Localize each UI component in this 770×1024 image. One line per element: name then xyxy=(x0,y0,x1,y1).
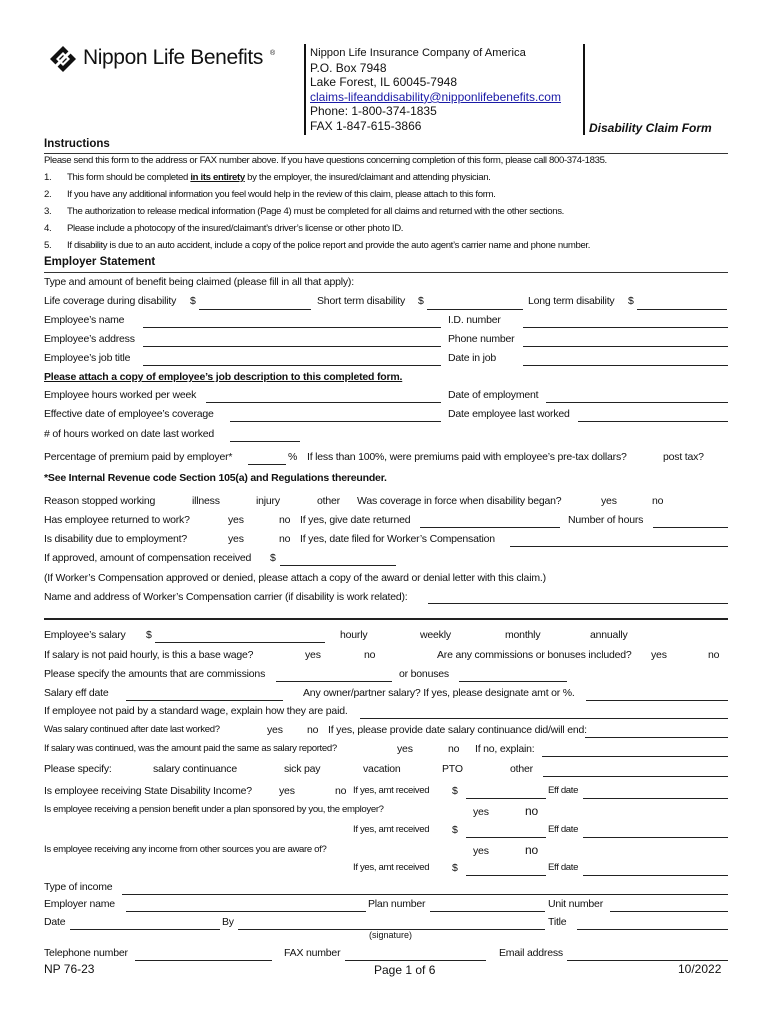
pension-question: Is employee receiving a pension benefit under a plan sponsored by you, the employer? xyxy=(44,804,384,815)
pension-amt-label: If yes, amt received xyxy=(353,824,430,835)
annually-option[interactable]: annually xyxy=(590,629,628,641)
employer-name-label: Employer name xyxy=(44,898,115,910)
vacation-option[interactable]: vacation xyxy=(363,763,401,775)
weekly-option[interactable]: weekly xyxy=(420,629,451,641)
benefit-intro: Type and amount of benefit being claimed (please fill in all that apply): xyxy=(44,276,354,288)
base-wage-question: If salary is not paid hourly, is this a base wage? xyxy=(44,649,254,661)
hours-per-week-field[interactable] xyxy=(206,402,441,403)
pension-amt-field[interactable] xyxy=(466,837,546,838)
telephone-label: Telephone number xyxy=(44,947,128,959)
dollar-sign: $ xyxy=(452,785,458,797)
instructions-heading: Instructions xyxy=(44,138,110,150)
telephone-field[interactable] xyxy=(135,960,272,961)
compensation-amount-field[interactable] xyxy=(280,565,396,566)
life-coverage-field[interactable] xyxy=(199,309,311,310)
form-title: Disability Claim Form xyxy=(589,121,712,135)
pension-eff-label: Eff date xyxy=(548,824,579,835)
owner-salary-question: Any owner/partner salary? If yes, please designate amt or %. xyxy=(303,687,575,699)
post-tax-option[interactable]: post tax? xyxy=(663,451,704,463)
reason-stopped-label: Reason stopped working xyxy=(44,495,156,507)
instruction-item-2: 2. If you have any additional information you feel would help in the review of this claim, please attach to this form. xyxy=(44,189,496,200)
claims-email-link[interactable]: claims-lifeanddisability@nipponlifebenefits.com xyxy=(310,89,561,104)
instruction-item-1: 1. This form should be completed in its entirety by the employer, the insured/claimant and attending physician. xyxy=(44,172,491,183)
dollar-sign: $ xyxy=(452,824,458,836)
phone-number-field[interactable] xyxy=(523,346,728,347)
type-income-field[interactable] xyxy=(122,894,728,895)
type-income-label: Type of income xyxy=(44,881,113,893)
explain-label: If no, explain: xyxy=(475,743,535,755)
id-number-label: I.D. number xyxy=(448,314,501,326)
commissions-question: Are any commissions or bonuses included? xyxy=(437,649,632,661)
wc-filed-label: If yes, date filed for Worker’s Compensation xyxy=(300,533,495,545)
unit-number-field[interactable] xyxy=(610,911,728,912)
other-sources-yes-option[interactable]: yes xyxy=(473,845,489,857)
effective-coverage-label: Effective date of employee’s coverage xyxy=(44,408,214,420)
employee-salary-label: Employee’s salary xyxy=(44,629,126,641)
hours-last-worked-field[interactable] xyxy=(230,441,300,442)
diamond-logo-icon xyxy=(50,46,76,72)
same-amount-no-option[interactable]: no xyxy=(448,743,460,755)
returned-no-option[interactable]: no xyxy=(279,514,291,526)
date-field[interactable] xyxy=(70,929,220,930)
other-sources-amt-label: If yes, amt received xyxy=(353,862,430,873)
company-address-block xyxy=(310,46,561,134)
compensation-amount-label: If approved, amount of compensation received xyxy=(44,552,252,564)
ltd-label: Long term disability xyxy=(528,295,615,307)
not-standard-wage-field[interactable] xyxy=(360,718,728,719)
state-disability-eff-label: Eff date xyxy=(548,785,579,796)
wc-attach-note: (If Worker’s Compensation approved or denied, please attach a copy of the award or denial letter with this claim.) xyxy=(44,572,546,584)
title-label: Title xyxy=(548,916,567,928)
employer-name-field[interactable] xyxy=(126,911,366,912)
ltd-field[interactable] xyxy=(637,309,727,310)
other-specify-option[interactable]: other xyxy=(510,763,533,775)
dollar-sign: $ xyxy=(270,552,276,564)
or-bonuses-label: or bonuses xyxy=(399,668,449,680)
state-disability-no-option[interactable]: no xyxy=(335,785,347,797)
date-label: Date xyxy=(44,916,66,928)
po-box: P.O. Box 7948 xyxy=(310,60,387,75)
state-disability-amt-field[interactable] xyxy=(466,798,546,799)
state-disability-question: Is employee receiving State Disability Income? xyxy=(44,785,252,797)
commissions-yes-option[interactable]: yes xyxy=(651,649,667,661)
email-address-field[interactable] xyxy=(567,960,728,961)
phone-line: Phone: 1-800-374-1835 xyxy=(310,104,437,119)
date-last-worked-field[interactable] xyxy=(578,421,728,422)
continuance-end-label: If yes, please provide date salary continuance did/will end: xyxy=(328,724,587,736)
unit-number-label: Unit number xyxy=(548,898,603,910)
wc-carrier-field[interactable] xyxy=(428,603,728,604)
employer-heading: Employer Statement xyxy=(44,256,156,268)
sick-pay-option[interactable]: sick pay xyxy=(284,763,321,775)
hourly-option[interactable]: hourly xyxy=(340,629,368,641)
continued-yes-option[interactable]: yes xyxy=(267,724,283,736)
fax-number-label: FAX number xyxy=(284,947,341,959)
title-field[interactable] xyxy=(577,929,728,930)
base-wage-yes-option[interactable]: yes xyxy=(305,649,321,661)
pto-option[interactable]: PTO xyxy=(442,763,463,775)
hours-last-worked-label: # of hours worked on date last worked xyxy=(44,428,215,440)
other-sources-eff-field[interactable] xyxy=(583,875,728,876)
job-title-field[interactable] xyxy=(143,365,441,366)
not-standard-wage-label: If employee not paid by a standard wage, explain how they are paid. xyxy=(44,705,348,717)
salary-eff-date-field[interactable] xyxy=(126,700,283,701)
other-option[interactable]: other xyxy=(317,495,340,507)
dollar-sign: $ xyxy=(452,862,458,874)
phone-number-label: Phone number xyxy=(448,333,515,345)
pension-no-option[interactable]: no xyxy=(525,804,538,818)
plan-number-field[interactable] xyxy=(430,911,545,912)
salary-eff-date-label: Salary eff date xyxy=(44,687,109,699)
irc-note: *See Internal Revenue code Section 105(a) and Regulations thereunder. xyxy=(44,472,387,484)
injury-option[interactable]: injury xyxy=(256,495,280,507)
state-disability-eff-field[interactable] xyxy=(583,798,728,799)
plan-number-label: Plan number xyxy=(368,898,426,910)
due-employment-yes-option[interactable]: yes xyxy=(228,533,244,545)
effective-coverage-field[interactable] xyxy=(230,421,441,422)
std-label: Short term disability xyxy=(317,295,405,307)
other-sources-eff-label: Eff date xyxy=(548,862,579,873)
signature-caption: (signature) xyxy=(369,930,413,940)
header-divider-left xyxy=(304,44,306,135)
other-sources-question: Is employee receiving any income from other sources you are aware of? xyxy=(44,844,327,855)
coverage-in-force-question: Was coverage in force when disability began? xyxy=(357,495,562,507)
fax-number-field[interactable] xyxy=(345,960,486,961)
instruction-item-4: 4. Please include a photocopy of the insured/claimant’s driver’s license or other photo ID. xyxy=(44,223,404,234)
instruction-item-3: 3. The authorization to release medical information (Page 4) must be completed for all claims and returned with the other sections. xyxy=(44,206,564,217)
instructions-intro: Please send this form to the address or FAX number above. If you have questions concerning completion of this form, please call 800-374-1835. xyxy=(44,155,607,166)
logo-text: Nippon Life Benefits xyxy=(83,46,263,69)
hours-per-week-label: Employee hours worked per week xyxy=(44,389,197,401)
form-code: NP 76-23 xyxy=(44,962,95,976)
date-returned-field[interactable] xyxy=(420,527,560,528)
illness-option[interactable]: illness xyxy=(192,495,220,507)
date-in-job-label: Date in job xyxy=(448,352,496,364)
revision-date: 10/2022 xyxy=(678,962,722,976)
employee-address-label: Employee’s address xyxy=(44,333,135,345)
dollar-sign: $ xyxy=(418,295,424,307)
pretax-question: If less than 100%, were premiums paid with employee’s pre-tax dollars? xyxy=(307,451,627,463)
date-last-worked-label: Date employee last worked xyxy=(448,408,570,420)
logo-trademark: ® xyxy=(270,50,276,57)
commissions-amount-field[interactable] xyxy=(276,681,392,682)
owner-salary-field[interactable] xyxy=(586,700,728,701)
dollar-sign: $ xyxy=(190,295,196,307)
email-address-label: Email address xyxy=(499,947,563,959)
std-field[interactable] xyxy=(427,309,523,310)
coverage-no-option[interactable]: no xyxy=(652,495,664,507)
explain-field[interactable] xyxy=(542,756,728,757)
fax-line: FAX 1-847-615-3866 xyxy=(310,118,422,133)
premium-percent-field[interactable] xyxy=(248,464,286,465)
coverage-yes-option[interactable]: yes xyxy=(601,495,617,507)
employee-salary-field[interactable] xyxy=(155,642,325,643)
salary-continued-question: Was salary continued after date last worked? xyxy=(44,724,220,735)
specify-commissions-label: Please specify the amounts that are commissions xyxy=(44,668,266,680)
dollar-sign: $ xyxy=(628,295,634,307)
number-hours-label: Number of hours xyxy=(568,514,644,526)
continued-no-option[interactable]: no xyxy=(307,724,319,736)
other-sources-amt-field[interactable] xyxy=(466,875,546,876)
date-employment-field[interactable] xyxy=(546,402,728,403)
same-amount-question: If salary was continued, was the amount paid the same as salary reported? xyxy=(44,743,337,754)
number-hours-field[interactable] xyxy=(653,527,728,528)
date-employment-label: Date of employment xyxy=(448,389,539,401)
bonuses-amount-field[interactable] xyxy=(459,681,567,682)
base-wage-no-option[interactable]: no xyxy=(364,649,376,661)
other-sources-no-option[interactable]: no xyxy=(525,843,538,857)
header-divider-right xyxy=(583,44,585,135)
wc-filed-field[interactable] xyxy=(510,546,728,547)
due-employment-question: Is disability due to employment? xyxy=(44,533,188,545)
page-number: Page 1 of 6 xyxy=(374,963,436,977)
state-disability-amt-label: If yes, amt received xyxy=(353,785,430,796)
state-disability-yes-option[interactable]: yes xyxy=(279,785,295,797)
salary-continuance-option[interactable]: salary continuance xyxy=(153,763,237,775)
company-name: Nippon Life Insurance Company of America xyxy=(310,47,526,59)
employee-name-label: Employee’s name xyxy=(44,314,125,326)
wc-carrier-label: Name and address of Worker’s Compensation carrier (if disability is work related): xyxy=(44,591,408,603)
date-returned-label: If yes, give date returned xyxy=(300,514,411,526)
city-line: Lake Forest, IL 60045-7948 xyxy=(310,75,457,90)
pension-eff-field[interactable] xyxy=(583,837,728,838)
dollar-sign: $ xyxy=(146,629,152,641)
due-employment-no-option[interactable]: no xyxy=(279,533,291,545)
instruction-item-5: 5. If disability is due to an auto accident, include a copy of the police report and provide the auto agent’s carrier name and phone number. xyxy=(44,240,591,251)
monthly-option[interactable]: monthly xyxy=(505,629,541,641)
pension-yes-option[interactable]: yes xyxy=(473,806,489,818)
date-in-job-field[interactable] xyxy=(523,365,728,366)
other-specify-field[interactable] xyxy=(543,776,728,777)
percent-sign: % xyxy=(288,451,298,463)
by-label: By xyxy=(222,916,234,928)
returned-work-question: Has employee returned to work? xyxy=(44,514,190,526)
premium-percent-label: Percentage of premium paid by employer* xyxy=(44,451,233,463)
commissions-no-option[interactable]: no xyxy=(708,649,720,661)
returned-yes-option[interactable]: yes xyxy=(228,514,244,526)
id-number-field[interactable] xyxy=(523,327,728,328)
attach-job-description-note: Please attach a copy of employee’s job description to this completed form. xyxy=(44,371,403,383)
wc-carrier-field-line-2[interactable] xyxy=(44,618,728,620)
life-coverage-label: Life coverage during disability xyxy=(44,295,177,307)
please-specify-label: Please specify: xyxy=(44,763,112,775)
same-amount-yes-option[interactable]: yes xyxy=(397,743,413,755)
employee-name-field[interactable] xyxy=(143,327,441,328)
continuance-end-field[interactable] xyxy=(585,737,728,738)
job-title-label: Employee’s job title xyxy=(44,352,131,364)
employee-address-field[interactable] xyxy=(143,346,441,347)
